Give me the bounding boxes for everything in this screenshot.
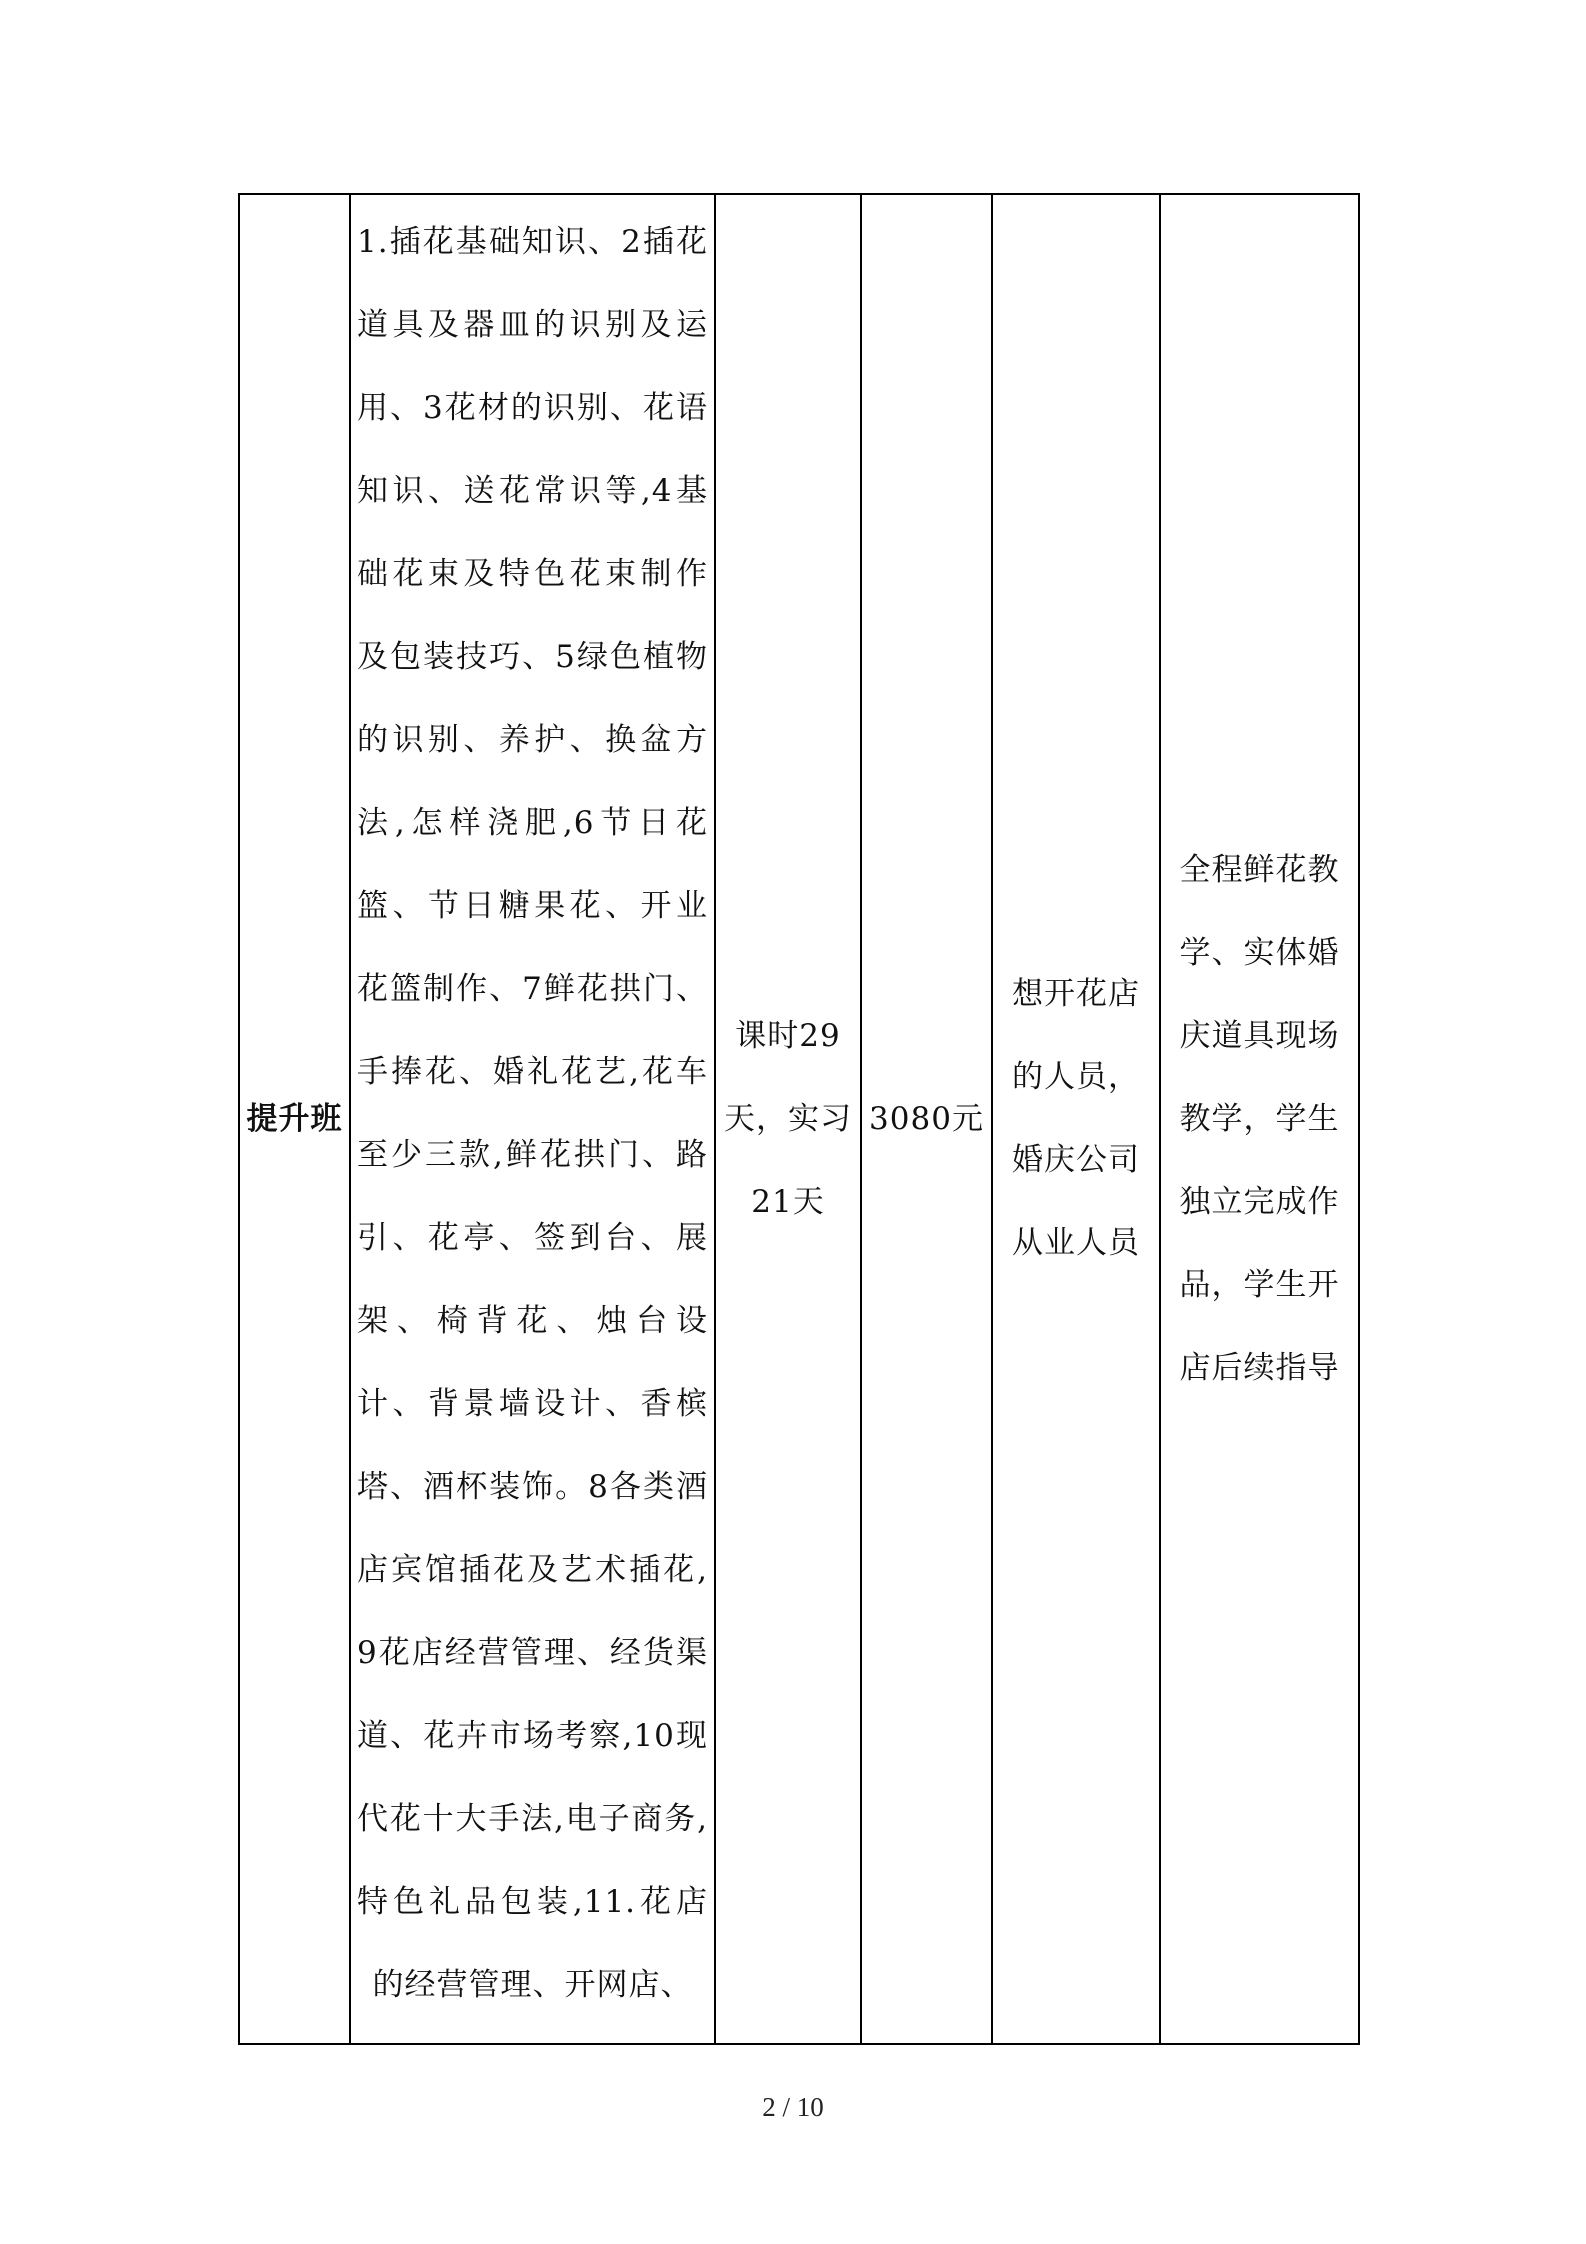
table-row — [239, 194, 1359, 2044]
course-duration: 课时29天，实习21天 — [724, 1017, 852, 1220]
page-number: 2 / 10 — [762, 2092, 824, 2122]
course-price: 3080元 — [869, 1100, 984, 1137]
course-name-cell — [239, 194, 350, 2044]
course-features-cell — [1160, 194, 1359, 2044]
course-table — [238, 193, 1360, 2045]
course-features: 全程鲜花教学、实体婚庆道具现场教学，学生独立完成作品，学生开店后续指导 — [1179, 851, 1340, 1386]
course-content-cell — [350, 194, 715, 2044]
target-audience: 想开花店的人员，婚庆公司从业人员 — [1012, 976, 1140, 1261]
course-duration-cell — [715, 194, 861, 2044]
course-content: 1.插花基础知识、2插花道具及器皿的识别及运用、3花材的识别、花语知识、送花常识等,4基础花束及特色花束制作及包装技巧、5绿色植物的识别、养护、换盆方法,怎样浇肥,6节日花篮、节日糖果花、开业花篮制作、7鲜花拱门、手捧花、婚礼花艺,花车至少三款,鲜花拱门、路引、花亭、签到台、展架、椅背花、烛台设计、背景墙设计、香槟塔、酒杯装饰。8各类酒店宾馆插花及艺术插花,9花店经营管理、经货渠道、花卉市场考察,10现代花十大手法,电子商务,特色礼品包装,11.花店的经营管理、开网店、 — [357, 224, 708, 2003]
course-name: 提升班 — [246, 1100, 343, 1137]
target-audience-cell — [992, 194, 1160, 2044]
course-price-cell — [861, 194, 992, 2044]
